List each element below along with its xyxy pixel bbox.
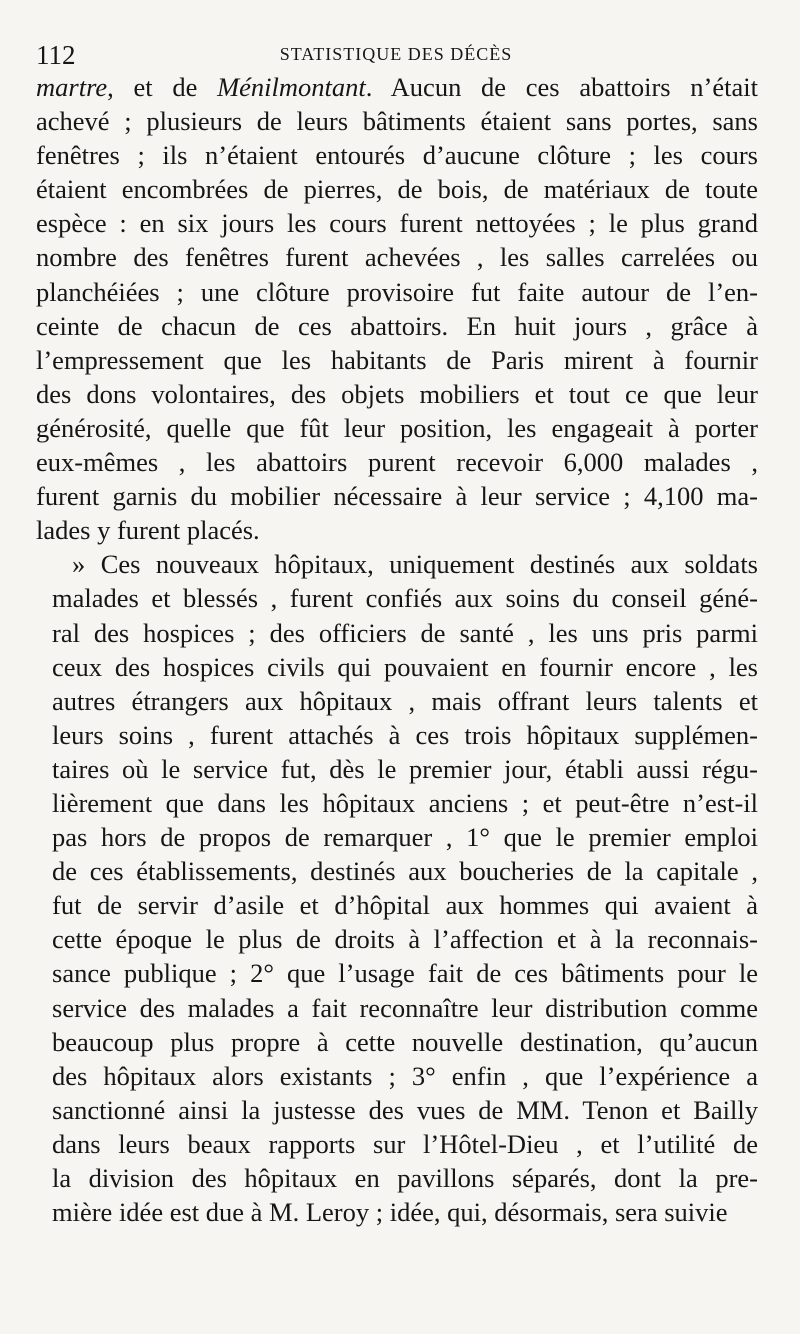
text-line: » Ces nouveaux hôpitaux, uniquement destinés aux soldats <box>72 549 758 580</box>
text-line: furent garnis du mobilier nécessaire à leur service ; 4,100 ma- <box>36 481 758 512</box>
text-line: achevé ; plusieurs de leurs bâtiments étaient sans portes, sans <box>36 106 758 137</box>
text-line: sanctionné ainsi la justesse des vues de MM. Tenon et Bailly <box>52 1094 758 1125</box>
text-line: taires où le service fut, dès le premier jour, établi aussi régu- <box>52 753 758 784</box>
text-line: ceinte de chacun de ces abattoirs. En huit jours , grâce à <box>36 310 758 341</box>
text-line: lades y furent placés. <box>36 515 260 546</box>
text-line: planchéiées ; une clôture provisoire fut faite autour de l’en- <box>36 276 758 307</box>
text-line: pas hors de propos de remarquer , 1° que le premier emploi <box>52 822 758 853</box>
text-line: nombre des fenêtres furent achevées , les salles carrelées ou <box>36 242 758 273</box>
running-title: STATISTIQUE DES DÉCÈS <box>279 44 513 64</box>
text-line: mière idée est due à M. Leroy ; idée, qui, désormais, sera suivie <box>52 1197 728 1228</box>
text-line: lièrement que dans les hôpitaux anciens ; et peut-être n’est-il <box>52 787 758 818</box>
text-line: ral des hospices ; des officiers de santé , les uns pris parmi <box>52 617 758 648</box>
text-line: dans leurs beaux rapports sur l’Hôtel-Dieu , et l’utilité de <box>52 1128 758 1159</box>
text-line: générosité, quelle que fût leur position, les engageait à porter <box>36 412 758 443</box>
text-line: étaient encombrées de pierres, de bois, de matériaux de toute <box>36 174 758 205</box>
text-line: de ces établissements, destinés aux boucheries de la capitale , <box>52 856 758 887</box>
text-line: la division des hôpitaux en pavillons séparés, dont la pre- <box>52 1163 758 1193</box>
text-line: service des malades a fait reconnaître leur distribution comme <box>52 992 758 1023</box>
text-line: des dons volontaires, des objets mobiliers et tout ce que leur <box>36 378 758 409</box>
page-number: 112 <box>36 40 76 70</box>
text-line: des hôpitaux alors existants ; 3° enfin , que l’expérience a <box>52 1060 758 1091</box>
body-text <box>36 70 758 1229</box>
text-line: fenêtres ; ils n’étaient entourés d’aucune clôture ; les cours <box>36 140 758 171</box>
running-head <box>36 40 756 74</box>
text-line: ceux des hospices civils qui pouvaient en fournir encore , les <box>52 651 758 682</box>
text-line: l’empressement que les habitants de Paris mirent à fournir <box>36 344 758 375</box>
text-line: martre, et de Ménilmontant. Aucun de ces abattoirs n’était <box>36 72 758 102</box>
text-line: sance publique ; 2° que l’usage fait de ces bâtiments pour le <box>52 958 758 989</box>
text-line: beaucoup plus propre à cette nouvelle destination, qu’aucun <box>52 1026 758 1057</box>
text-line: fut de servir d’asile et d’hôpital aux hommes qui avaient à <box>52 890 758 921</box>
text-line: malades et blessés , furent confiés aux soins du conseil géné- <box>52 583 758 614</box>
text-line: cette époque le plus de droits à l’affection et à la reconnais- <box>52 924 758 955</box>
text-line: eux-mêmes , les abattoirs purent recevoir 6,000 malades , <box>36 447 758 478</box>
text-line: autres étrangers aux hôpitaux , mais offrant leurs talents et <box>52 685 758 716</box>
text-line: leurs soins , furent attachés à ces trois hôpitaux supplémen- <box>52 719 758 750</box>
text-line: espèce : en six jours les cours furent nettoyées ; le plus grand <box>36 208 758 239</box>
